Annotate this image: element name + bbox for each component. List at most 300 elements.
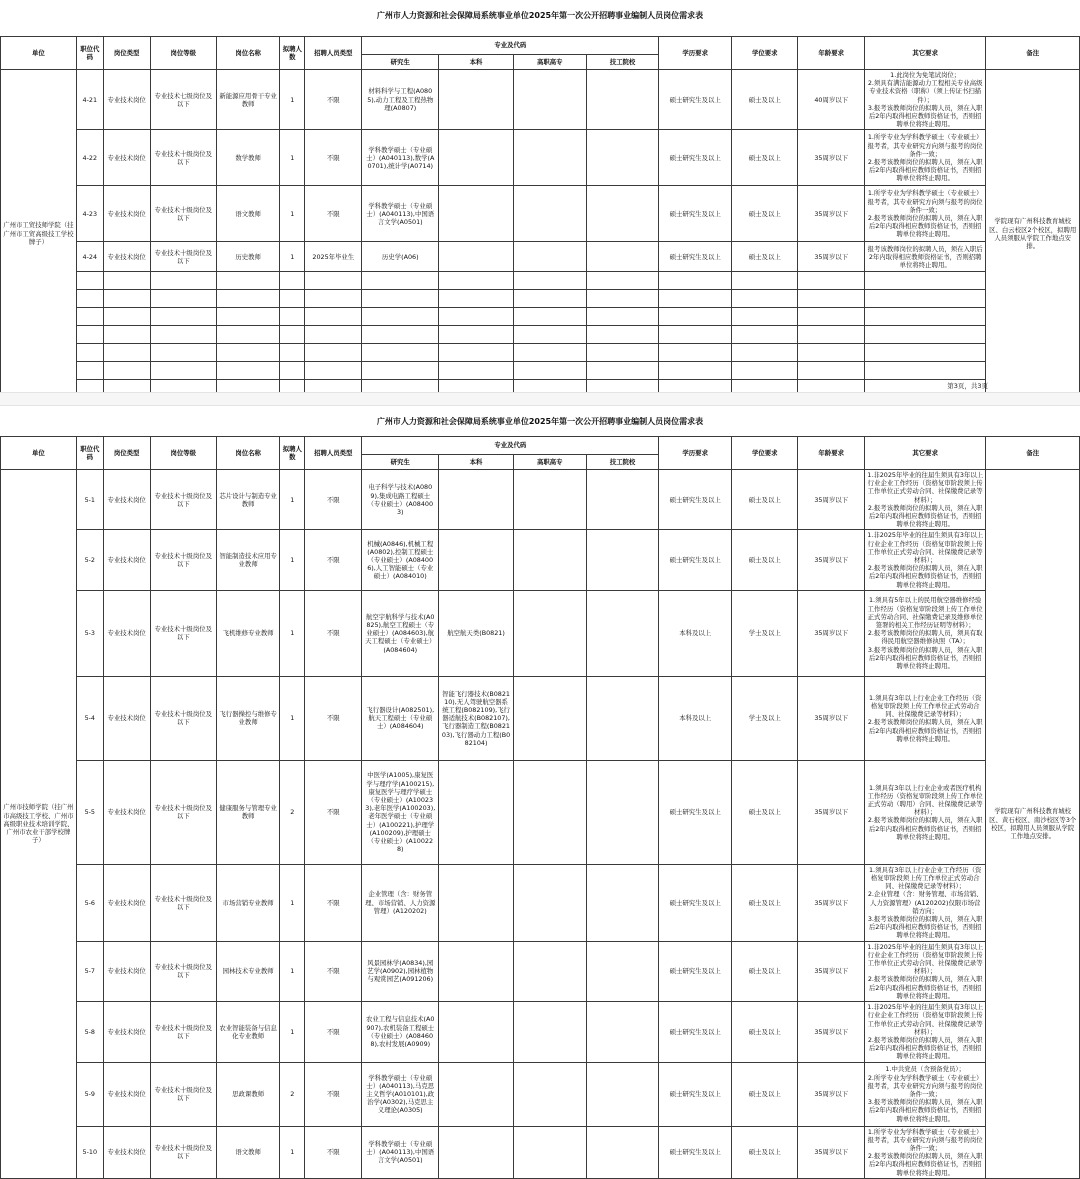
cell-age: 35周岁以下: [798, 242, 864, 272]
cell-name: 市场营销专业教师: [216, 864, 279, 941]
empty-cell: [732, 272, 798, 290]
cell-count: 1: [280, 864, 305, 941]
cell-age: 35周岁以下: [798, 590, 864, 676]
empty-cell: [362, 362, 439, 380]
cell-count: 1: [280, 70, 305, 130]
cell-name: 芯片设计与制造专业教师: [216, 470, 279, 530]
cell-college: [513, 186, 586, 242]
cell-college: [513, 676, 586, 760]
cell-college: [513, 864, 586, 941]
header-name: 岗位名称: [216, 37, 279, 70]
page-separator: [0, 392, 1080, 406]
cell-count: 1: [280, 242, 305, 272]
header-tech: 技工院校: [586, 55, 659, 70]
cell-code: 5-5: [76, 760, 103, 864]
empty-cell: [216, 290, 279, 308]
cell-age: 35周岁以下: [798, 186, 864, 242]
cell-degree: 硕士及以上: [732, 470, 798, 530]
cell-age: 35周岁以下: [798, 864, 864, 941]
header-age: 年龄要求: [798, 437, 864, 470]
table-2: [0, 436, 1080, 1179]
cell-other: 1.非2025年毕业的往届生须具有3年以上行业企业工作经历（资格复审阶段须上传工作单位正式劳动合同、社保缴费记录等材料）； 2.报考该教师岗位的拟聘人员，须在入职后2年内取得相应教师资格证书，否则招聘单位将终止聘用。: [864, 530, 986, 590]
header-count: 拟聘人数: [280, 437, 305, 470]
cell-type: 专业技术岗位: [103, 470, 150, 530]
cell-type: 专业技术岗位: [103, 864, 150, 941]
cell-grade: 专业技术十级岗位及以下: [150, 470, 216, 530]
cell-count: 1: [280, 941, 305, 1001]
table-row: [1, 590, 1080, 676]
cell-other: 1.非2025年毕业的往届生须具有3年以上行业企业工作经历（资格复审阶段须上传工作单位正式劳动合同、社保缴费记录等材料）； 2.报考该教师岗位的拟聘人员，须在入职后2年内取得相应教师资格证书，否则招聘单位将终止聘用。: [864, 1002, 986, 1062]
cell-college: [513, 1126, 586, 1178]
empty-cell: [439, 326, 514, 344]
cell-count: 2: [280, 1062, 305, 1126]
cell-tech: [586, 1062, 659, 1126]
table-row: [1, 186, 1080, 242]
empty-cell: [586, 308, 659, 326]
cell-edu: 硕士研究生及以上: [659, 1002, 732, 1062]
cell-code: 4-22: [76, 130, 103, 186]
header-category: 招聘人员类型: [305, 37, 362, 70]
cell-tech: [586, 590, 659, 676]
header-type: 岗位类型: [103, 37, 150, 70]
cell-grade: 专业技术十级岗位及以下: [150, 186, 216, 242]
cell-type: 专业技术岗位: [103, 130, 150, 186]
empty-cell: [150, 290, 216, 308]
empty-cell: [439, 290, 514, 308]
cell-grad: 航空宇航科学与技术(A0825),航空工程硕士（专业硕士）(A084603),航天工程硕士（专业硕士）(A084604): [362, 590, 439, 676]
empty-cell: [798, 362, 864, 380]
empty-cell: [864, 308, 986, 326]
cell-type: 专业技术岗位: [103, 1062, 150, 1126]
header-other: 其它要求: [864, 437, 986, 470]
cell-category: 不限: [305, 676, 362, 760]
cell-category: 不限: [305, 1062, 362, 1126]
empty-cell: [76, 308, 103, 326]
cell-tech: [586, 186, 659, 242]
cell-grade: 专业技术十级岗位及以下: [150, 760, 216, 864]
empty-cell: [513, 362, 586, 380]
header-major: 专业及代码: [362, 437, 659, 455]
cell-category: 不限: [305, 760, 362, 864]
empty-cell: [586, 326, 659, 344]
cell-age: 35周岁以下: [798, 1126, 864, 1178]
cell-other: 1.非2025年毕业的往届生须具有3年以上行业企业工作经历（资格复审阶段须上传工作单位正式劳动合同、社保缴费记录等材料）； 2.报考该教师岗位的拟聘人员，须在入职后2年内取得相应教师资格证书，否则招聘单位将终止聘用。: [864, 470, 986, 530]
cell-grad: 机械(A0846),机械工程(A0802),控制工程硕士（专业硕士）(A084006),人工智能硕士（专业硕士）(A084010): [362, 530, 439, 590]
empty-cell: [76, 272, 103, 290]
empty-cell: [150, 326, 216, 344]
cell-type: 专业技术岗位: [103, 530, 150, 590]
cell-category: 不限: [305, 590, 362, 676]
table-1-title: 广州市人力资源和社会保障局系统事业单位2025年第一次公开招聘事业编制人员岗位需求表: [376, 11, 704, 20]
empty-cell: [586, 272, 659, 290]
cell-name: 飞机维修专业教师: [216, 590, 279, 676]
cell-code: 5-1: [76, 470, 103, 530]
cell-name: 语文教师: [216, 186, 279, 242]
empty-cell: [732, 308, 798, 326]
cell-edu: 硕士研究生及以上: [659, 941, 732, 1001]
cell-count: 1: [280, 530, 305, 590]
table-row: [1, 760, 1080, 864]
cell-college: [513, 1002, 586, 1062]
cell-count: 2: [280, 760, 305, 864]
header-code: 职位代码: [76, 37, 103, 70]
cell-tech: [586, 130, 659, 186]
cell-code: 5-10: [76, 1126, 103, 1178]
header-name: 岗位名称: [216, 437, 279, 470]
cell-type: 专业技术岗位: [103, 242, 150, 272]
cell-tech: [586, 941, 659, 1001]
header-college: 高职高专: [513, 55, 586, 70]
cell-grad: 学科教学硕士（专业硕士）(A040113),数学(A0701),统计学(A0714): [362, 130, 439, 186]
cell-name: 农业智能装备与信息化专业教师: [216, 1002, 279, 1062]
table-row: [1, 242, 1080, 272]
cell-grade: 专业技术十级岗位及以下: [150, 130, 216, 186]
cell-bachelor: [439, 242, 514, 272]
header-grad: 研究生: [362, 455, 439, 470]
empty-cell: [798, 308, 864, 326]
cell-code: 4-24: [76, 242, 103, 272]
cell-degree: 学士及以上: [732, 676, 798, 760]
cell-age: 40周岁以下: [798, 70, 864, 130]
cell-age: 35周岁以下: [798, 676, 864, 760]
cell-other: 1.须具有3年以上行业企业工作经历（资格复审阶段须上传工作单位正式劳动合同、社保缴费记录等材料）； 2.报考该教师岗位的拟聘人员，须在入职后2年内取得相应教师资格证书，否则招聘单位将终止聘用。: [864, 676, 986, 760]
header-age: 年龄要求: [798, 37, 864, 70]
empty-cell: [103, 344, 150, 362]
cell-other: 1.此岗位为免笔试岗位； 2.须具有满洁能源动力工程相关专业高级专业技术资格（职称）（须上传证书扫描件）； 3.报考该教师岗位的拟聘人员，须在入职后2年内取得相应教师资格证书，否则招聘单位将终止聘用。: [864, 70, 986, 130]
cell-degree: 硕士及以上: [732, 70, 798, 130]
empty-cell: [103, 308, 150, 326]
cell-tech: [586, 530, 659, 590]
empty-cell: [103, 290, 150, 308]
cell-grade: 专业技术十级岗位及以下: [150, 1062, 216, 1126]
cell-category: 不限: [305, 130, 362, 186]
cell-grade: 专业技术十级岗位及以下: [150, 1126, 216, 1178]
empty-cell: [103, 326, 150, 344]
empty-cell: [362, 326, 439, 344]
cell-category: 不限: [305, 186, 362, 242]
header-degree: 学位要求: [732, 37, 798, 70]
empty-cell: [280, 272, 305, 290]
cell-unit: 广州市工贸技师学院（挂广州市工贸高级技工学校牌子）: [1, 70, 77, 398]
cell-age: 35周岁以下: [798, 1002, 864, 1062]
cell-age: 35周岁以下: [798, 530, 864, 590]
empty-cell: [586, 344, 659, 362]
cell-college: [513, 70, 586, 130]
page-footer: [0, 381, 1080, 391]
empty-cell: [513, 308, 586, 326]
cell-other: 1.所学专业为学科教学硕士（专业硕士）报考者，其专业研究方向须与报考的岗位条件一致； 2.报考该教师岗位的拟聘人员，须在入职后2年内取得相应教师资格证书，否则招聘单位将终止聘用。: [864, 1126, 986, 1178]
cell-other: 1.非2025年毕业的往届生须具有3年以上行业企业工作经历（资格复审阶段须上传工作单位正式劳动合同、社保缴费记录等材料）； 2.报考该教师岗位的拟聘人员，须在入职后2年内取得相应教师资格证书，否则招聘单位将终止聘用。: [864, 941, 986, 1001]
cell-bachelor: [439, 1126, 514, 1178]
header-unit: 单位: [1, 37, 77, 70]
header-grad: 研究生: [362, 55, 439, 70]
table-row: [1, 1002, 1080, 1062]
cell-type: 专业技术岗位: [103, 590, 150, 676]
table-row: [1, 130, 1080, 186]
cell-count: 1: [280, 186, 305, 242]
cell-code: 5-6: [76, 864, 103, 941]
cell-degree: 硕士及以上: [732, 1062, 798, 1126]
header-unit: 单位: [1, 437, 77, 470]
cell-edu: 本科及以上: [659, 676, 732, 760]
cell-edu: 硕士研究生及以上: [659, 1126, 732, 1178]
empty-cell: [280, 290, 305, 308]
cell-degree: 硕士及以上: [732, 864, 798, 941]
cell-name: 智能制造技术应用专业教师: [216, 530, 279, 590]
cell-degree: 硕士及以上: [732, 760, 798, 864]
empty-cell: [216, 272, 279, 290]
cell-grade: 专业技术十级岗位及以下: [150, 242, 216, 272]
cell-grade: 专业技术十级岗位及以下: [150, 941, 216, 1001]
table-row: [1, 1062, 1080, 1126]
cell-grade: 专业技术十级岗位及以下: [150, 590, 216, 676]
cell-other: 1.须具有5年以上的民用航空器维修经验工作经历（资格复审阶段须上传工作单位正式劳动合同、社保缴费记录及维修单位签署的相关工作经历证明等材料）； 2.报考该教师岗位的拟聘人员，须具有取得民用航空器维修执照（TA）； 3.报考该教师岗位的拟聘人员，须在入职后2年内取得相应教师资格证书，否则招聘单位将终止聘用。: [864, 590, 986, 676]
cell-edu: 硕士研究生及以上: [659, 130, 732, 186]
empty-cell: [659, 344, 732, 362]
empty-cell: [280, 326, 305, 344]
table-row: [1, 676, 1080, 760]
empty-cell: [216, 308, 279, 326]
header-remark: 备注: [986, 37, 1080, 70]
empty-cell: [732, 362, 798, 380]
header-grade: 岗位等级: [150, 437, 216, 470]
empty-cell: [150, 362, 216, 380]
cell-type: 专业技术岗位: [103, 186, 150, 242]
empty-cell: [659, 362, 732, 380]
empty-cell: [305, 272, 362, 290]
empty-cell: [864, 344, 986, 362]
cell-bachelor: [439, 70, 514, 130]
cell-edu: 硕士研究生及以上: [659, 70, 732, 130]
table-1: [0, 36, 1080, 398]
cell-bachelor: [439, 760, 514, 864]
cell-name: 数学教师: [216, 130, 279, 186]
cell-degree: 硕士及以上: [732, 530, 798, 590]
cell-edu: 硕士研究生及以上: [659, 242, 732, 272]
cell-other: 报考该教师岗位的拟聘人员，须在入职后2年内取得相应教师资格证书，否则招聘单位将终止聘用。: [864, 242, 986, 272]
cell-degree: 硕士及以上: [732, 130, 798, 186]
cell-grad: 风景园林学(A0834),园艺学(A0902),园林植物与观赏园艺(A091206): [362, 941, 439, 1001]
cell-other: 1.所学专业为学科教学硕士（专业硕士）报考者，其专业研究方向须与报考的岗位条件一致； 2.报考该教师岗位的拟聘人员，须在入职后2年内取得相应教师资格证书，否则招聘单位将终止聘用。: [864, 186, 986, 242]
cell-age: 35周岁以下: [798, 1062, 864, 1126]
cell-degree: 硕士及以上: [732, 941, 798, 1001]
cell-other: 1.须具有3年以上行业企业工作经历（资格复审阶段须上传工作单位正式劳动合同、社保缴费记录等材料）； 2.企业管理（含：财务管理、市场营销、人力资源管理）(A120202)仅限市场营销方向； 3.报考该教师岗位的拟聘人员，须在入职后2年内取得相应教师资格证书，否则招聘单位将终止聘用。: [864, 864, 986, 941]
cell-tech: [586, 676, 659, 760]
cell-grad: 中医学(A1005),康复医学与理疗学(A100215),康复医学与理疗学硕士（专业硕士）(A100233),老年医学(A100203),老年医学硕士（专业硕士）(A100221),护理学(A100209),护理硕士（专业硕士）(A100228): [362, 760, 439, 864]
empty-cell: [732, 326, 798, 344]
empty-cell: [659, 308, 732, 326]
cell-grade: 专业技术七级岗位及以下: [150, 70, 216, 130]
cell-remark: 学院现有广州科技教育城校区、黄石校区、南沙校区等3个校区，拟聘用人员须服从学院工作地点安排。: [986, 470, 1080, 1179]
cell-other: 1.所学专业为学科教学硕士（专业硕士）报考者，其专业研究方向须与报考的岗位条件一致； 2.报考该教师岗位的拟聘人员，须在入职后2年内取得相应教师资格证书，否则招聘单位将终止聘用。: [864, 130, 986, 186]
cell-type: 专业技术岗位: [103, 676, 150, 760]
cell-age: 35周岁以下: [798, 130, 864, 186]
empty-cell: [798, 272, 864, 290]
header-count: 拟聘人数: [280, 37, 305, 70]
cell-code: 4-23: [76, 186, 103, 242]
cell-grad: 学科教学硕士（专业硕士）(A040113),马克思主义哲学(A010101),政治学(A0302),马克思主义理论(A0305): [362, 1062, 439, 1126]
cell-count: 1: [280, 676, 305, 760]
header-other: 其它要求: [864, 37, 986, 70]
empty-row: [1, 326, 1080, 344]
header-type: 岗位类型: [103, 437, 150, 470]
cell-college: [513, 242, 586, 272]
cell-college: [513, 760, 586, 864]
empty-cell: [150, 272, 216, 290]
empty-cell: [280, 362, 305, 380]
cell-college: [513, 470, 586, 530]
header-grade: 岗位等级: [150, 37, 216, 70]
cell-grad: 飞行器设计(A082501),航天工程硕士（专业硕士）(A084604): [362, 676, 439, 760]
cell-bachelor: [439, 470, 514, 530]
cell-grad: 企业管理（含：财务管理、市场营销、人力资源管理）(A120202): [362, 864, 439, 941]
cell-code: 5-3: [76, 590, 103, 676]
cell-bachelor: 智能飞行器技术(B082110),无人驾驶航空器系统工程(B082109),飞行器适航技术(B082107),飞行器制造工程(B082103),飞行器动力工程(B082104): [439, 676, 514, 760]
cell-type: 专业技术岗位: [103, 1126, 150, 1178]
empty-cell: [659, 326, 732, 344]
cell-edu: 硕士研究生及以上: [659, 864, 732, 941]
cell-bachelor: [439, 864, 514, 941]
cell-tech: [586, 70, 659, 130]
cell-type: 专业技术岗位: [103, 70, 150, 130]
table-row: [1, 1126, 1080, 1178]
empty-cell: [439, 272, 514, 290]
header-edu: 学历要求: [659, 37, 732, 70]
table-row: [1, 70, 1080, 130]
empty-cell: [103, 362, 150, 380]
empty-cell: [305, 362, 362, 380]
cell-name: 思政课教师: [216, 1062, 279, 1126]
cell-other: 1.须具有3年以上行业企业或者医疗机构工作经历（资格复审阶段须上传工作单位正式劳动（聘用）合同、社保缴费记录等材料）； 2.报考该教师岗位的拟聘人员，须在入职后2年内取得相应教师资格证书，否则招聘单位将终止聘用。: [864, 760, 986, 864]
cell-code: 5-2: [76, 530, 103, 590]
empty-cell: [76, 344, 103, 362]
cell-bachelor: [439, 530, 514, 590]
empty-cell: [732, 344, 798, 362]
empty-cell: [216, 344, 279, 362]
empty-cell: [305, 326, 362, 344]
cell-edu: 硕士研究生及以上: [659, 1062, 732, 1126]
cell-grad: 电子科学与技术(A0809),集成电路工程硕士（专业硕士）(A084003): [362, 470, 439, 530]
cell-grad: 学科教学硕士（专业硕士）(A040113),中国语言文学(A0501): [362, 1126, 439, 1178]
page-number: 第3页，共3页: [947, 382, 988, 390]
cell-count: 1: [280, 1002, 305, 1062]
cell-category: 不限: [305, 470, 362, 530]
table-row: [1, 864, 1080, 941]
cell-tech: [586, 1002, 659, 1062]
empty-cell: [864, 326, 986, 344]
header-tech: 技工院校: [586, 455, 659, 470]
empty-cell: [864, 272, 986, 290]
cell-count: 1: [280, 590, 305, 676]
empty-row: [1, 290, 1080, 308]
cell-bachelor: [439, 941, 514, 1001]
empty-cell: [439, 344, 514, 362]
table-row: [1, 470, 1080, 530]
empty-cell: [103, 272, 150, 290]
cell-type: 专业技术岗位: [103, 760, 150, 864]
cell-grade: 专业技术十级岗位及以下: [150, 864, 216, 941]
cell-other: 1.中共党员（含预备党员）； 2.所学专业为学科教学硕士（专业硕士）报考者，其专业研究方向须与报考的岗位条件一致； 3.报考该教师岗位的拟聘人员，须在入职后2年内取得相应教师资格证书，否则招聘单位将终止聘用。: [864, 1062, 986, 1126]
header-major: 专业及代码: [362, 37, 659, 55]
cell-name: 健康服务与管理专业教师: [216, 760, 279, 864]
empty-cell: [586, 362, 659, 380]
cell-tech: [586, 242, 659, 272]
cell-category: 不限: [305, 1002, 362, 1062]
cell-name: 飞行器操控与维修专业教师: [216, 676, 279, 760]
cell-unit: 广州市技师学院（挂广州市高级技工学校、广州市高级职业技术培训学院、广州市农业干部学校牌子）: [1, 470, 77, 1179]
cell-college: [513, 530, 586, 590]
empty-cell: [362, 344, 439, 362]
cell-category: 不限: [305, 941, 362, 1001]
header-remark: 备注: [986, 437, 1080, 470]
cell-category: 2025年毕业生: [305, 242, 362, 272]
header-bachelor: 本科: [439, 55, 514, 70]
empty-row: [1, 362, 1080, 380]
cell-college: [513, 1062, 586, 1126]
cell-age: 35周岁以下: [798, 470, 864, 530]
cell-category: 不限: [305, 530, 362, 590]
header-college: 高职高专: [513, 455, 586, 470]
empty-cell: [439, 308, 514, 326]
empty-cell: [305, 290, 362, 308]
cell-remark: 学院现有广州科技教育城校区、白云校区2个校区，拟聘用人员须服从学院工作地点安排。: [986, 70, 1080, 398]
table-row: [1, 530, 1080, 590]
cell-count: 1: [280, 470, 305, 530]
empty-row: [1, 272, 1080, 290]
empty-cell: [362, 290, 439, 308]
cell-college: [513, 941, 586, 1001]
empty-cell: [659, 272, 732, 290]
empty-cell: [513, 344, 586, 362]
cell-bachelor: [439, 130, 514, 186]
empty-cell: [305, 344, 362, 362]
empty-cell: [362, 308, 439, 326]
cell-name: 新能源应用骨干专业教师: [216, 70, 279, 130]
cell-type: 专业技术岗位: [103, 1002, 150, 1062]
cell-type: 专业技术岗位: [103, 941, 150, 1001]
empty-row: [1, 344, 1080, 362]
cell-bachelor: [439, 186, 514, 242]
cell-college: [513, 130, 586, 186]
cell-bachelor: [439, 1062, 514, 1126]
empty-cell: [864, 290, 986, 308]
empty-cell: [513, 326, 586, 344]
empty-cell: [798, 326, 864, 344]
cell-tech: [586, 864, 659, 941]
cell-grad: 农业工程与信息技术(A0907),农机装备工程硕士（专业硕士）(A084608),农村发展(A0909): [362, 1002, 439, 1062]
cell-edu: 硕士研究生及以上: [659, 470, 732, 530]
empty-cell: [150, 344, 216, 362]
empty-cell: [798, 344, 864, 362]
cell-code: 5-8: [76, 1002, 103, 1062]
cell-code: 5-4: [76, 676, 103, 760]
header-category: 招聘人员类型: [305, 437, 362, 470]
cell-college: [513, 590, 586, 676]
cell-bachelor: [439, 1002, 514, 1062]
cell-code: 5-7: [76, 941, 103, 1001]
cell-edu: 硕士研究生及以上: [659, 760, 732, 864]
empty-cell: [76, 326, 103, 344]
cell-category: 不限: [305, 1126, 362, 1178]
empty-cell: [798, 290, 864, 308]
cell-degree: 硕士及以上: [732, 1002, 798, 1062]
empty-cell: [362, 272, 439, 290]
cell-degree: 硕士及以上: [732, 186, 798, 242]
cell-degree: 学士及以上: [732, 590, 798, 676]
cell-edu: 硕士研究生及以上: [659, 186, 732, 242]
cell-age: 35周岁以下: [798, 941, 864, 1001]
cell-tech: [586, 1126, 659, 1178]
